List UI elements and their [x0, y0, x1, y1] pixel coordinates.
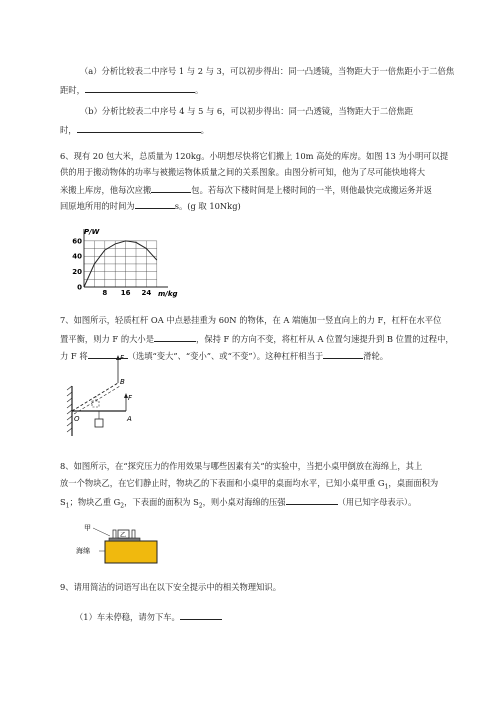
y-tick-label: 0 — [77, 283, 82, 292]
q7-line3b: （选填“变大”、“变小”、或“不变”）。这种杠杆相当于 — [127, 351, 324, 361]
answer-blank[interactable] — [323, 349, 363, 359]
q7-line3a: 力 F 将 — [60, 351, 88, 361]
q8-line3 — [60, 495, 416, 512]
q8-line3e: （用已知字母表示）。 — [337, 497, 417, 507]
q-prev-a-cont: 距时， — [60, 85, 85, 95]
q8-line2 — [60, 478, 438, 493]
q-prev-b-end: 。 — [200, 125, 209, 135]
label-a: A — [127, 415, 132, 423]
hanging-weight — [95, 419, 103, 427]
q8-line3-sub1: 1 — [65, 502, 70, 510]
q-prev-a-end: 。 — [194, 85, 204, 95]
sponge — [105, 541, 157, 563]
q7-line2a: 置平衡，则力 F 的大小是 — [60, 334, 155, 344]
label-f-top: F — [120, 354, 125, 362]
q6-line3a: 米搬上库房，他每次应搬 — [60, 185, 152, 195]
sponge-figure — [72, 517, 162, 572]
q6-line3b: 包。若每次下楼时间是上楼时间的一半，则他最快完成搬运务并返 — [191, 185, 432, 195]
wall-hatching — [67, 386, 72, 432]
lever-figure — [66, 288, 156, 443]
q-prev-b-line2 — [60, 123, 209, 136]
q9-line1: 9、请用简洁的词语写出在以下安全提示中的相关物理知识。 — [60, 582, 281, 592]
q6-line1: 6、现有 20 包大米，总质量为 120kg。小明想尽快将它们搬上 10m 高处的库房。如图 13 为小明可以提 — [60, 151, 449, 161]
q-prev-b-cont: 时， — [60, 125, 77, 135]
hanging-weight-raised — [92, 401, 99, 407]
lever-raised — [72, 383, 118, 411]
q9-line2 — [75, 610, 222, 623]
q6-line4a: 回原地所用的时间为 — [60, 201, 135, 211]
x-tick-label: 24 — [141, 289, 152, 297]
q8-line3-sub3: 2 — [198, 502, 203, 510]
x-tick-label: 8 — [102, 289, 108, 297]
y-tick-label: 20 — [72, 268, 82, 277]
answer-blank[interactable] — [180, 610, 222, 620]
q-prev-a-line1: （a）分析比较表二中序号 1 与 2 与 3，可以初步得出：同一凸透镜，当物距大于一倍焦距小于二倍焦 — [80, 66, 455, 76]
answer-blank[interactable] — [286, 495, 338, 505]
q-prev-a-line2 — [60, 83, 203, 96]
x-tick-label: 16 — [120, 289, 131, 297]
chart-x-label: m/kg — [158, 290, 178, 298]
q9-line2-text: （1）车未停稳，请勿下车。 — [75, 612, 180, 622]
q6-line3 — [60, 183, 432, 196]
q7-line2b: ，保持 F 的方向不变，将杠杆从 A 位置匀速提升到 B 位置的过程中， — [196, 334, 454, 344]
label-yi: 乙 — [120, 532, 127, 539]
q6-line4b: s。(g 取 10Nkg) — [174, 201, 241, 211]
q8-line3-sub2: 2 — [120, 502, 125, 510]
q6-line4 — [60, 199, 241, 212]
q6-line2: 供的用于搬动物体的功率与被搬运物体质量之间的关系图象。由图分析可知，他为了尽可能快地将大 — [60, 167, 426, 177]
answer-blank[interactable] — [135, 199, 175, 209]
label-jia: 甲 — [84, 524, 91, 532]
y-tick-label: 60 — [72, 237, 82, 246]
q8-line1: 8、如图所示，在“探究压力的作用效果与哪些因素有关”的实验中，当把小桌甲倒放在海绵上，其上 — [60, 461, 423, 471]
q8-line2-sub: 1 — [384, 483, 389, 491]
chart-y-label: P/W — [84, 228, 100, 236]
q7-line3c: 滑轮。 — [363, 351, 389, 361]
label-sponge: 海绵 — [76, 547, 90, 555]
answer-blank[interactable] — [77, 123, 201, 133]
q8-line3a: S — [60, 497, 66, 507]
answer-blank[interactable] — [154, 332, 196, 342]
label-f-right: F — [128, 394, 133, 402]
q7-line1: 7、如图所示，轻质杠杆 OA 中点悬挂重为 60N 的物体，在 A 端施加一竖直向上的力 F，杠杆在水平位 — [60, 315, 442, 325]
answer-blank[interactable] — [151, 183, 191, 193]
answer-blank[interactable] — [85, 83, 195, 93]
label-o: O — [74, 415, 80, 423]
label-b: B — [120, 378, 125, 386]
q8-line3d: ，则小桌对海绵的压强 — [202, 497, 286, 507]
q8-line3c: ，下表面的面积为 S — [124, 497, 199, 507]
q8-line2b: ，桌面面积为 — [388, 478, 439, 488]
q8-line2a: 放一个物块乙，在它们静止时，物块乙的下表面和小桌甲的桌面均水平，已知小桌甲重 G — [60, 478, 385, 488]
q8-line3b: ；物块乙重 G — [69, 497, 121, 507]
q-prev-b-line1: （b）分析比较表二中序号 4 与 5 与 6，可以初步得出：同一凸透镜，当物距大于二倍焦距 — [80, 106, 414, 116]
y-tick-label: 40 — [72, 252, 82, 261]
